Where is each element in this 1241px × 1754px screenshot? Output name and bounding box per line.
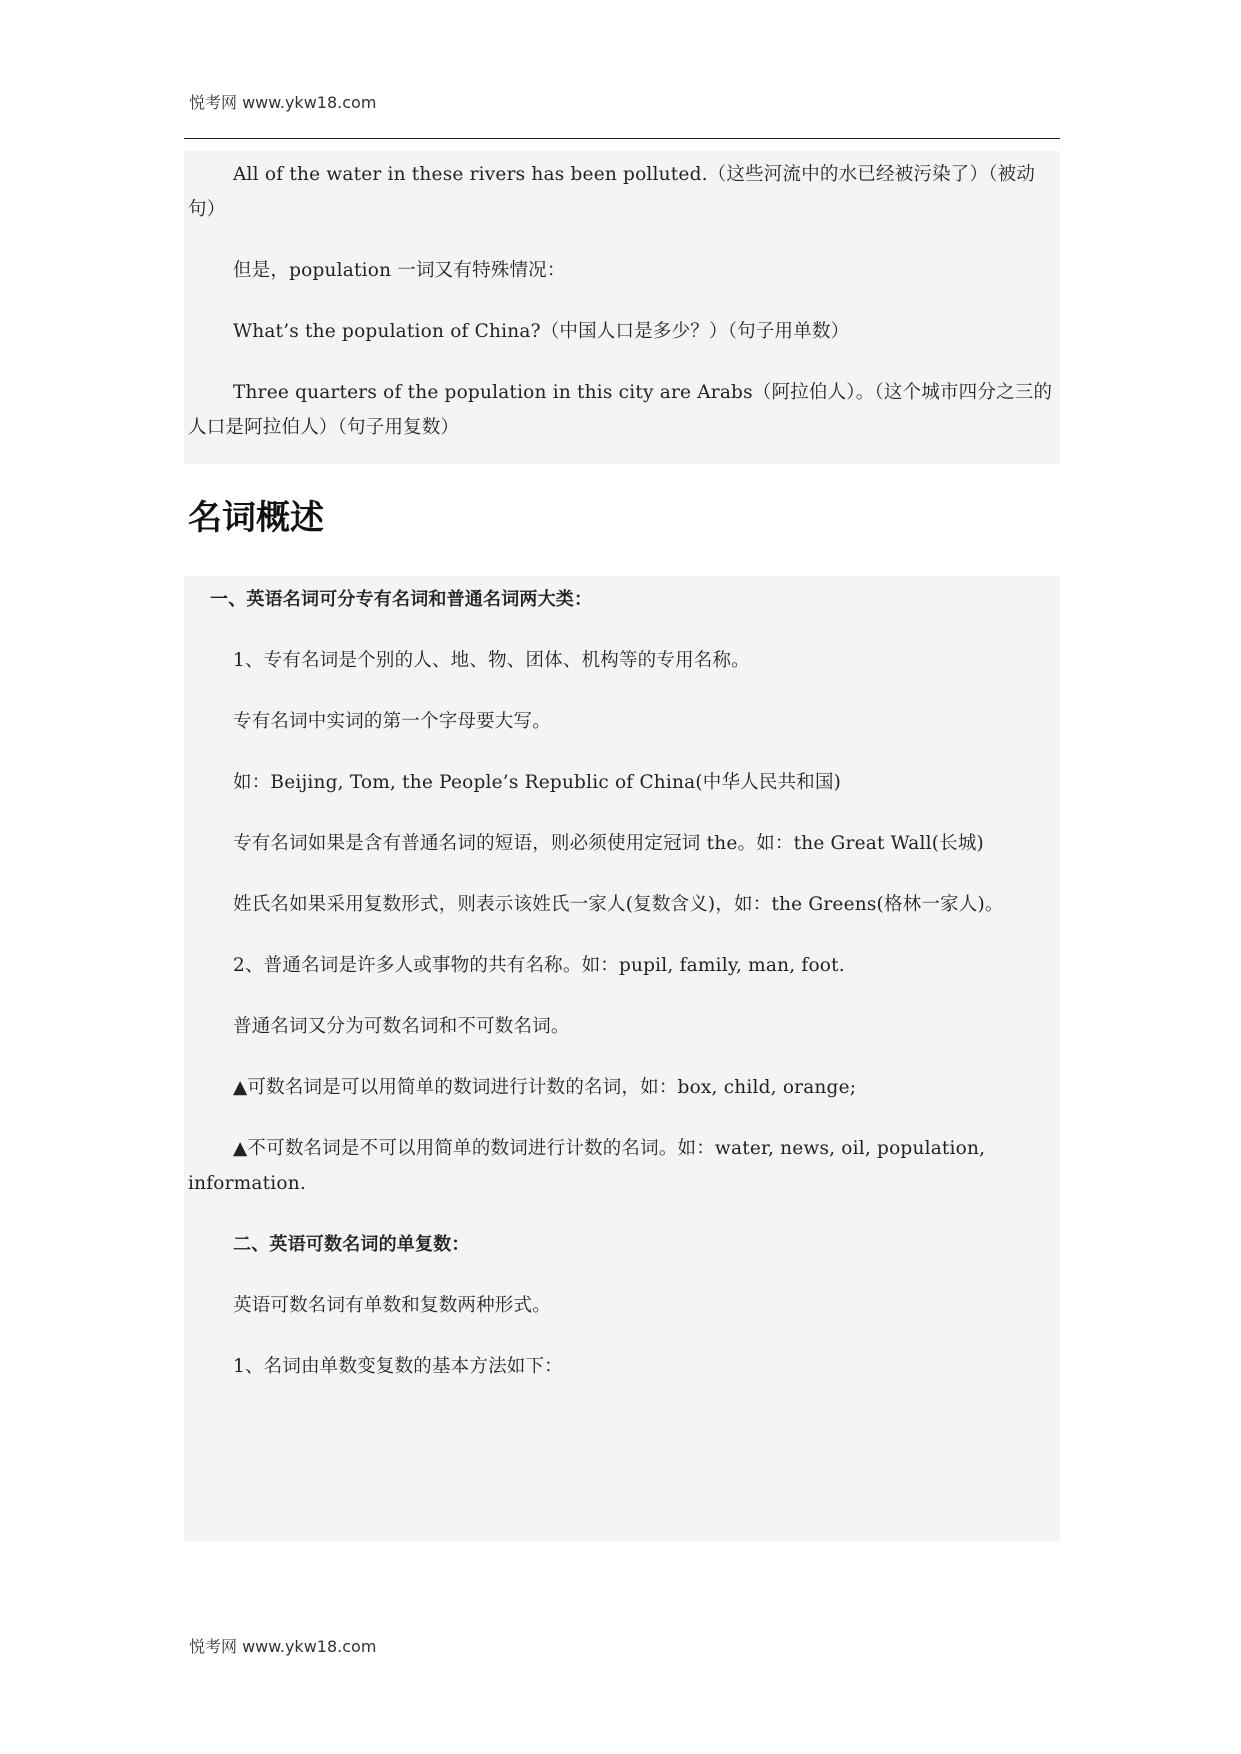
paragraph: 1、专有名词是个别的人、地、物、团体、机构等的专用名称。 (233, 650, 750, 671)
paragraph: 1、名词由单数变复数的基本方法如下： (233, 1356, 563, 1377)
header-divider (184, 138, 1060, 139)
paragraph: 但是，population 一词又有特殊情况： (233, 260, 566, 281)
section-title: 二、英语可数名词的单复数： (233, 1234, 470, 1255)
page-footer: 悦考网 www.ykw18.com (189, 1637, 377, 1656)
paragraph: 专有名词如果是含有普通名词的短语，则必须使用定冠词 the。如：the Great Wall(长城) (233, 833, 984, 854)
paragraph: 姓氏名如果采用复数形式，则表示该姓氏一家人(复数含义)，如：the Greens(格林一家人)。 (233, 894, 1004, 915)
paragraph: ▲可数名词是可以用简单的数词进行计数的名词，如：box, child, orange; (233, 1077, 857, 1098)
page-header: 悦考网 www.ykw18.com (189, 93, 377, 112)
paragraph: 普通名词又分为可数名词和不可数名词。 (233, 1016, 570, 1037)
paragraph: 英语可数名词有单数和复数两种形式。 (233, 1295, 551, 1316)
paragraph: 如：Beijing, Tom, the People’s Republic of China(中华人民共和国) (233, 772, 842, 793)
content-block (184, 576, 1060, 1542)
paragraph: 2、普通名词是许多人或事物的共有名称。如：pupil, family, man, foot. (233, 955, 845, 976)
section-title: 一、英语名词可分专有名词和普通名词两大类： (210, 589, 593, 610)
section-heading: 名词概述 (188, 498, 324, 538)
example-block (184, 151, 1060, 464)
paragraph: ▲不可数名词是不可以用简单的数词进行计数的名词。如：water, news, oil, population, information. (188, 1138, 986, 1194)
paragraph: Three quarters of the population in this city are Arabs（阿拉伯人）。（这个城市四分之三的人口是阿拉伯人）（句子用复数） (188, 382, 1053, 438)
paragraph: 专有名词中实词的第一个字母要大写。 (233, 711, 551, 732)
paragraph: What’s the population of China?（中国人口是多少？）（句子用单数） (233, 321, 850, 342)
paragraph: All of the water in these rivers has been polluted.（这些河流中的水已经被污染了）（被动句） (188, 164, 1036, 220)
